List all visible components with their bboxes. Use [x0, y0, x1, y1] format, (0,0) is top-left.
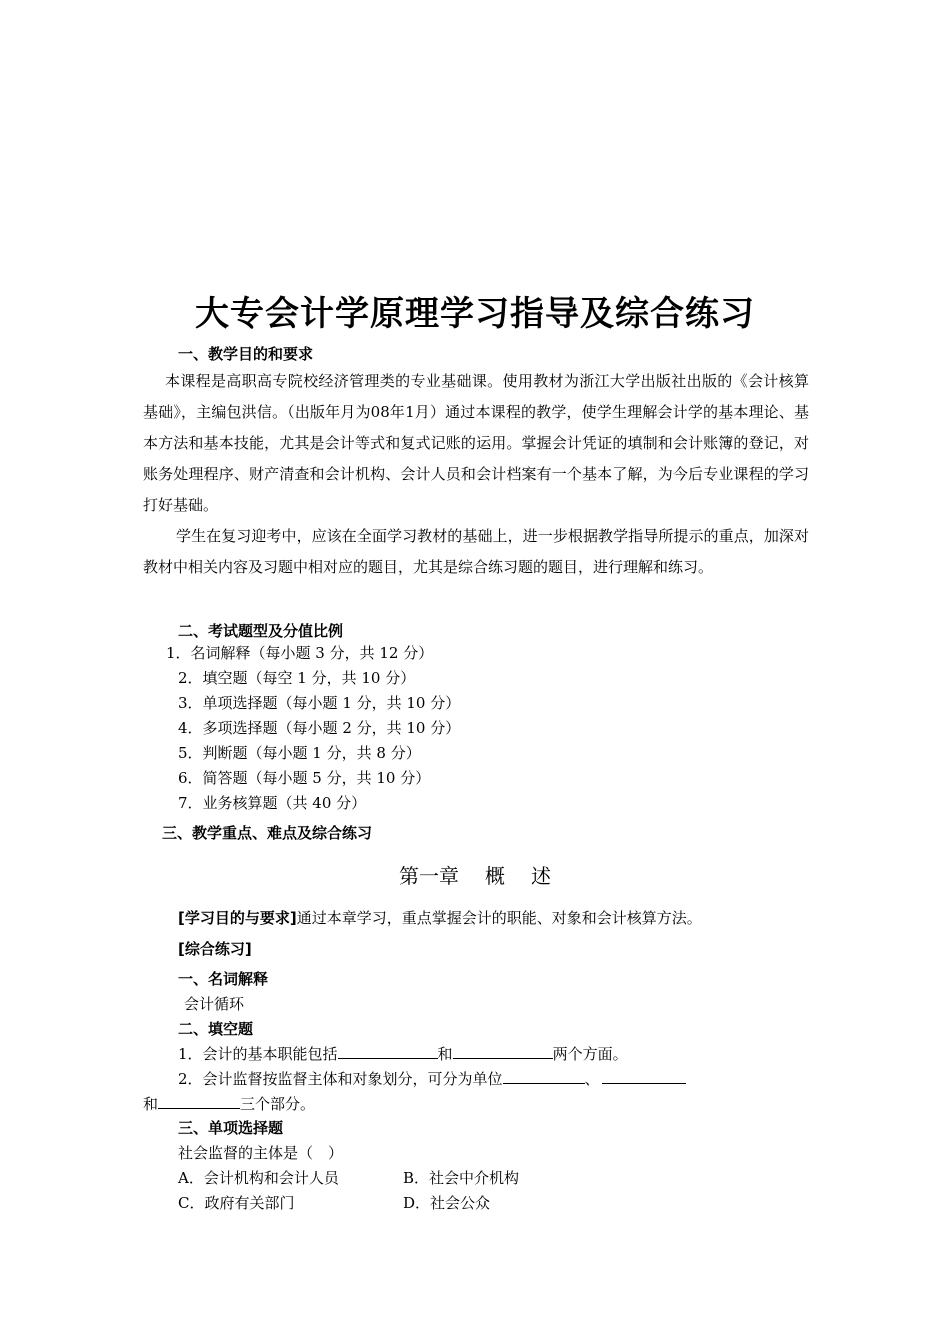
- fill-question-text: 、: [584, 1070, 600, 1088]
- question-heading-single-choice: 三、单项选择题: [178, 1119, 284, 1137]
- answer-blank[interactable]: [453, 1044, 553, 1059]
- learning-goal-label: [学习目的与要求]: [178, 909, 297, 927]
- practice-label: [综合练习]: [178, 940, 252, 958]
- fill-question-text: 和: [437, 1045, 453, 1063]
- answer-blank[interactable]: [158, 1094, 240, 1109]
- question-heading-fill: 二、填空题: [178, 1020, 254, 1038]
- chapter-name-char: 概: [485, 864, 505, 888]
- fill-question-1: [178, 1043, 628, 1064]
- answer-blank[interactable]: [602, 1069, 686, 1084]
- exam-type-item: 7．业务核算题（共 40 分）: [178, 794, 367, 812]
- fill-question-text: 和: [143, 1095, 159, 1113]
- exam-type-item: 2．填空题（每空 1 分，共 10 分）: [178, 669, 416, 687]
- document-title: 大专会计学原理学习指导及综合练习: [195, 294, 755, 334]
- chapter-title: [0, 860, 950, 889]
- question-heading-terms: 一、名词解释: [178, 970, 269, 988]
- exam-type-item: 4．多项选择题（每小题 2 分，共 10 分）: [178, 719, 461, 737]
- answer-blank[interactable]: [338, 1044, 438, 1059]
- chapter-number: 第一章: [399, 864, 459, 888]
- fill-question-2: [178, 1068, 686, 1089]
- learning-goal-line: [178, 907, 702, 928]
- learning-goal-text: 通过本章学习，重点掌握会计的职能、对象和会计核算方法。: [296, 909, 702, 927]
- fill-question-text: 三个部分。: [240, 1095, 316, 1113]
- exam-type-item: 6．简答题（每小题 5 分，共 10 分）: [178, 769, 431, 787]
- exam-type-item: 5．判断题（每小题 1 分，共 8 分）: [178, 744, 421, 762]
- choice-question-stem: 社会监督的主体是（ ）: [178, 1144, 344, 1162]
- section-heading-3: 三、教学重点、难点及综合练习: [162, 824, 373, 842]
- exam-type-item: 1．名词解释（每小题 3 分，共 12 分）: [166, 644, 434, 662]
- paragraph-review-advice: 学生在复习迎考中，应该在全面学习教材的基础上，进一步根据教学指导所提示的重点，加深对教材中相关内容及习题中相对应的题目，尤其是综合练习题的题目，进行理解和练习。: [143, 527, 809, 576]
- choice-option-b: B．社会中介机构: [403, 1169, 520, 1187]
- answer-blank[interactable]: [503, 1069, 585, 1084]
- choice-option-a: A．会计机构和会计人员: [178, 1169, 339, 1187]
- fill-question-text: 两个方面。: [552, 1045, 628, 1063]
- exam-type-item: 3．单项选择题（每小题 1 分，共 10 分）: [178, 694, 461, 712]
- paragraph-course-intro: 本课程是高职高专院校经济管理类的专业基础课。使用教材为浙江大学出版社出版的《会计核算基础》，主编包洪信。（出版年月为08年1月）通过本课程的教学，使学生理解会计学的基本理论、基本方法和基本技能，尤其是会计等式和复式记账的运用。掌握会计凭证的填制和会计账簿的登记，对账务处理程序、财产清查和会计机构、会计人员和会计档案有一个基本了解，为今后专业课程的学习打好基础。: [143, 372, 809, 514]
- chapter-name-char: 述: [531, 864, 551, 888]
- term-item: 会计循环: [184, 995, 245, 1013]
- section-heading-2: 二、考试题型及分值比例: [178, 622, 344, 640]
- choice-option-c: C．政府有关部门: [178, 1194, 295, 1212]
- fill-question-2-continued: [143, 1093, 315, 1114]
- choice-option-d: D．社会公众: [403, 1194, 491, 1212]
- fill-question-text: 1．会计的基本职能包括: [178, 1045, 338, 1063]
- fill-question-text: 2．会计监督按监督主体和对象划分，可分为单位: [178, 1070, 503, 1088]
- section-heading-1: 一、教学目的和要求: [178, 345, 314, 363]
